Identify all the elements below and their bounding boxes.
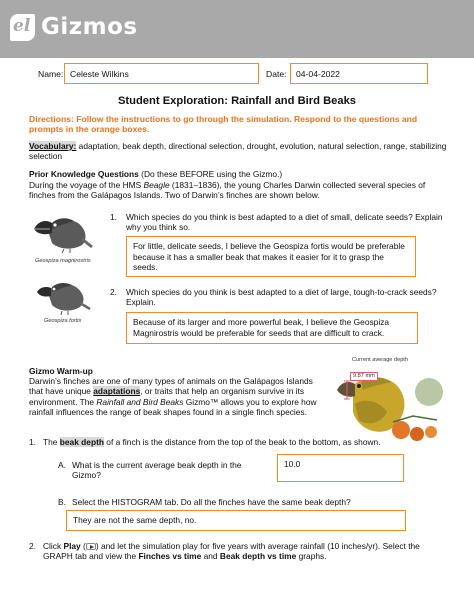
name-value: Celeste Wilkins — [70, 69, 129, 79]
pk-question-1-number: 1. — [110, 212, 117, 222]
gizmos-header — [0, 0, 474, 58]
pk-answer-2-box[interactable]: Because of its larger and more powerful beak, I believe the Geospiza Magnirostris would be preferable for seeds that are difficult to crack. — [126, 312, 418, 344]
pk-question-2-text: Which species do you think is best adapted to a diet of large, tough-to-crack seeds? Explain. — [126, 287, 437, 308]
question-1b-label: B. — [58, 497, 66, 507]
caption-geospiza-fortis: Geospiza fortis — [44, 318, 82, 324]
caption-geospiza-magnirostris: Geospiza magnirostris — [35, 258, 91, 264]
play-icon — [86, 543, 96, 550]
gizmos-brand: Gizmos — [41, 14, 138, 40]
term-adaptations: adaptations — [93, 386, 141, 397]
directions: Directions: Follow the instructions to go through the simulation. Respond to the questions and prompts in the orange boxes. — [29, 114, 418, 135]
date-label: Date: — [266, 69, 287, 79]
date-value: 04-04-2022 — [296, 69, 340, 79]
geospiza-magnirostris-image — [28, 209, 94, 253]
warmup-heading: Gizmo Warm-up — [29, 366, 93, 376]
vocabulary — [29, 141, 449, 162]
prior-knowledge-heading: Prior Knowledge Questions (Do these BEFORE using the Gizmo.) — [29, 169, 283, 179]
explorelearning-logo-icon: el — [10, 14, 35, 41]
term-beak-depth: beak depth — [59, 437, 104, 447]
answer-1b-box[interactable]: They are not the same depth, no. — [66, 510, 406, 531]
question-1b-text: Select the HISTOGRAM tab. Do all the finches have the same beak depth? — [72, 497, 351, 507]
pk-question-2-number: 2. — [110, 287, 117, 297]
warmup-question-2-text: Click Play ( ) and let the simulation play for five years with average rainfall (10 inches/yr). Select the GRAPH tab and view the Finches vs time and Beak depth vs time graphs. — [43, 541, 420, 562]
date-field[interactable] — [290, 63, 428, 84]
prior-knowledge-intro: During the voyage of the HMS Beagle (1831–1836), the young Charles Darwin collected several species of finches from the Galápagos Islands. Two of Darwin’s finches are shown below. — [29, 180, 426, 201]
vocabulary-terms: adaptation, beak depth, directional selection, drought, evolution, natural selection, range, stabilizing selection — [29, 141, 447, 162]
current-average-depth-label: Current average depth — [352, 357, 408, 363]
name-label: Name: — [38, 69, 64, 79]
page-title: Student Exploration: Rainfall and Bird Beaks — [117, 95, 357, 107]
warmup-question-1-text: The beak depth of a finch is the distance from the top of the beak to the bottom, as shown. — [43, 437, 381, 447]
current-depth-value: 9.87 mm — [350, 372, 378, 381]
geospiza-fortis-image — [32, 275, 92, 315]
name-field[interactable] — [64, 63, 259, 84]
warmup-question-1-number: 1. — [29, 437, 36, 447]
pk-question-1-text: Which species do you think is best adapted to a diet of small, delicate seeds? Explain why you think so. — [126, 212, 443, 233]
pk-answer-1-box[interactable]: For little, delicate seeds, I believe the Geospiza fortis would be preferable because it has a smaller beak that makes it easier for it to grasp the seeds. — [126, 236, 416, 277]
question-1a-text: What is the current average beak depth in the Gizmo? — [72, 460, 242, 481]
warmup-paragraph: Darwin’s finches are one of many types of animals on the Galápagos Islands that have unique adaptations, or traits that help an organism survive in its environment. The Rainfall and Bird Beaks Gizmo™ allows you to explore how rainfall influences the range of beak shapes found in a single finch species. — [29, 376, 317, 417]
answer-1a-box[interactable]: 10.0 — [277, 454, 404, 482]
warmup-question-2-number: 2. — [29, 541, 36, 551]
question-1a-label: A. — [58, 460, 66, 470]
vocabulary-label: Vocabulary: — [29, 141, 77, 151]
